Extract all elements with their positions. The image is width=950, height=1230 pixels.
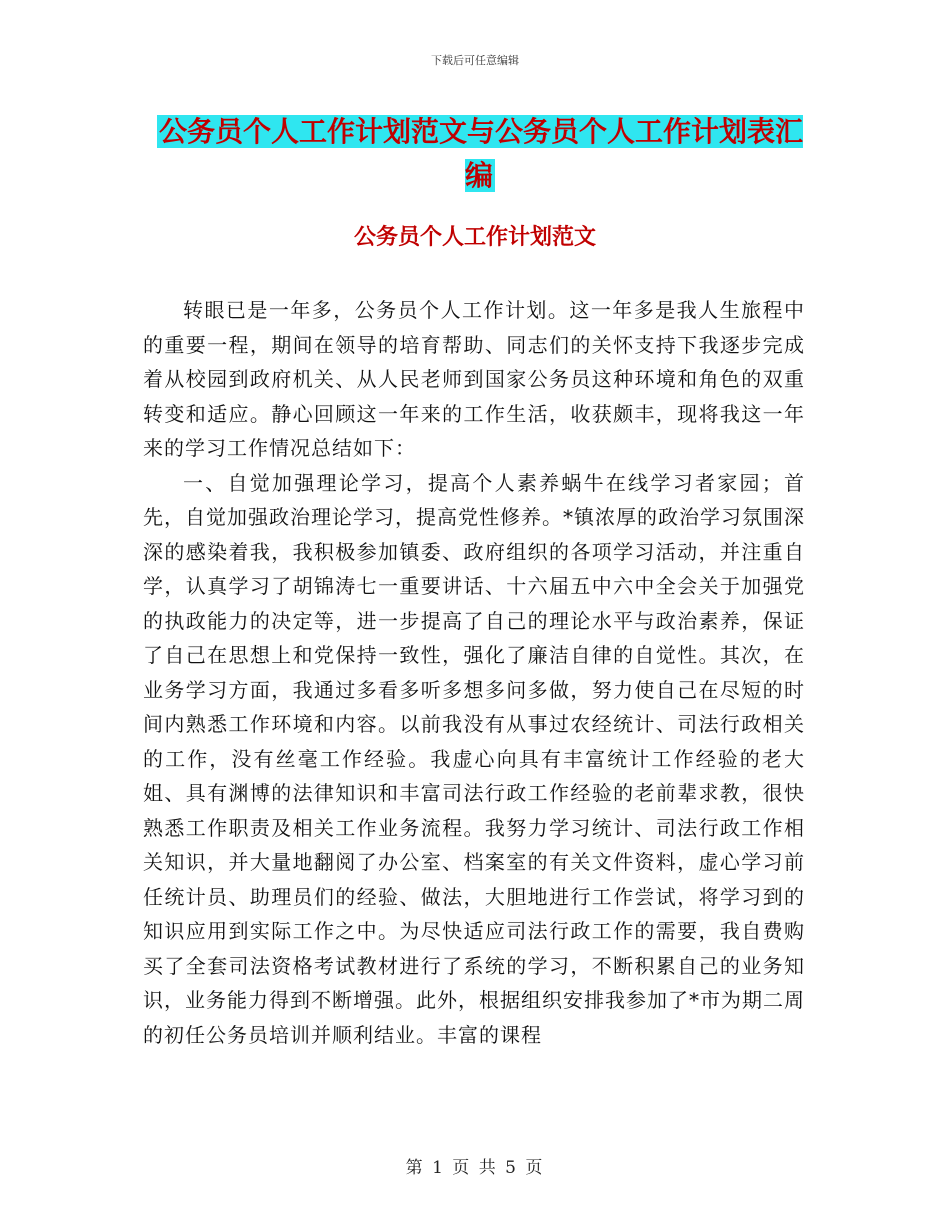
document-title <box>150 110 810 198</box>
paragraph-2: 一、自觉加强理论学习，提高个人素养蜗牛在线学习者家园；首先，自觉加强政治理论学习，提高党性修养。*镇浓厚的政治学习氛围深深的感染着我，我积极参加镇委、政府组织的各项学习活动，并注重自学，认真学习了胡锦涛七一重要讲话、十六届五中六中全会关于加强党的执政能力的决定等，进一步提高了自己的理论水平与政治素养，保证了自己在思想上和党保持一致性，强化了廉洁自律的自觉性。其次，在业务学习方面，我通过多看多听多想多问多做，努力使自己在尽短的时间内熟悉工作环境和内容。以前我没有从事过农经统计、司法行政相关的工作，没有丝毫工作经验。我虚心向具有丰富统计工作经验的老大姐、具有渊博的法律知识和丰富司法行政工作经验的老前辈求教，很快熟悉工作职责及相关工作业务流程。我努力学习统计、司法行政工作相关知识，并大量地翻阅了办公室、档案室的有关文件资料，虚心学习前任统计员、助理员们的经验、做法，大胆地进行工作尝试，将学习到的知识应用到实际工作之中。为尽快适应司法行政工作的需要，我自费购买了全套司法资格考试教材进行了系统的学习，不断积累自己的业务知识，业务能力得到不断增强。此外，根据组织安排我参加了*市为期二周的初任公务员培训并顺利结业。丰富的课程 <box>143 470 805 1047</box>
page-footer: 第 1 页 共 5 页 <box>405 1158 545 1178</box>
document-body <box>143 293 805 1052</box>
paragraph-1: 转眼已是一年多，公务员个人工作计划。这一年多是我人生旅程中的重要一程，期间在领导的培育帮助、同志们的关怀支持下我逐步完成着从校园到政府机关、从人民老师到国家公务员这种环境和角色的双重转变和适应。静心回顾这一年来的工作生活，收获颇丰，现将我这一年来的学习工作情况总结如下： <box>143 298 805 460</box>
page-header-note: 下载后可任意编辑 <box>431 54 519 67</box>
document-title-text: 公务员个人工作计划范文与公务员个人工作计划表汇编 <box>158 115 803 192</box>
section-title: 公务员个人工作计划范文 <box>353 225 596 250</box>
